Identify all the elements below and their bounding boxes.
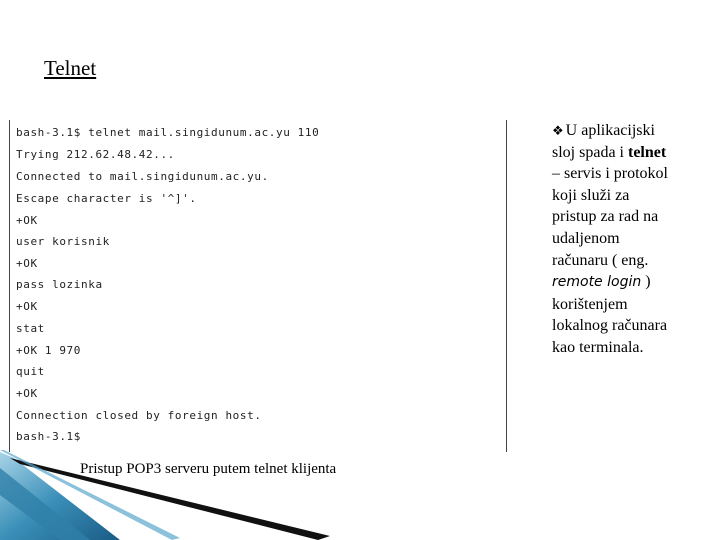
terminal-line: Connection closed by foreign host.	[16, 409, 262, 422]
bullet-text-fragment: U aplikacijski	[565, 122, 655, 139]
bullet-italic-term: remote login	[552, 274, 642, 291]
bullet-line: pristup za rad na	[552, 208, 659, 226]
terminal-line: bash-3.1$	[16, 430, 82, 443]
terminal-line: +OK	[16, 300, 38, 313]
terminal-line: +OK 1 970	[16, 344, 82, 357]
terminal-line: user korisnik	[16, 235, 110, 248]
bullet-line: koji služi za	[552, 186, 630, 204]
bullet-line: – servis i protokol	[552, 165, 668, 183]
terminal-line: Escape character is '^]'.	[16, 192, 197, 205]
bullet-line	[552, 142, 712, 164]
terminal-line: pass lozinka	[16, 278, 103, 291]
bullet-line	[552, 271, 712, 294]
terminal-screenshot	[9, 120, 507, 452]
terminal-line: +OK	[16, 257, 38, 270]
terminal-line: Trying 212.62.48.42...	[16, 148, 175, 161]
bullet-line: kao terminala.	[552, 338, 644, 356]
bullet-keyword: telnet	[628, 143, 667, 161]
bullet-text	[552, 120, 712, 359]
slide-title: Telnet	[44, 56, 97, 80]
bullet-line: korištenjem	[552, 295, 628, 313]
bullet-line: udaljenom	[552, 229, 620, 247]
terminal-line: Connected to mail.singidunum.ac.yu.	[16, 170, 269, 183]
terminal-line: bash-3.1$ telnet mail.singidunum.ac.yu 110	[16, 126, 320, 139]
terminal-line: +OK	[16, 214, 38, 227]
bullet-line: računaru ( eng.	[552, 251, 649, 269]
diamond-bullet-icon: ❖	[552, 123, 564, 138]
terminal-line: +OK	[16, 387, 38, 400]
bullet-text-fragment: )	[641, 273, 651, 291]
bullet-text-fragment: sloj spada i	[552, 143, 628, 161]
terminal-line: quit	[16, 365, 45, 378]
bullet-line: lokalnog računara	[552, 317, 668, 335]
terminal-line: stat	[16, 322, 45, 335]
figure-caption: Pristup POP3 serveru putem telnet klijenta	[80, 461, 337, 477]
bullet-line	[552, 120, 712, 142]
